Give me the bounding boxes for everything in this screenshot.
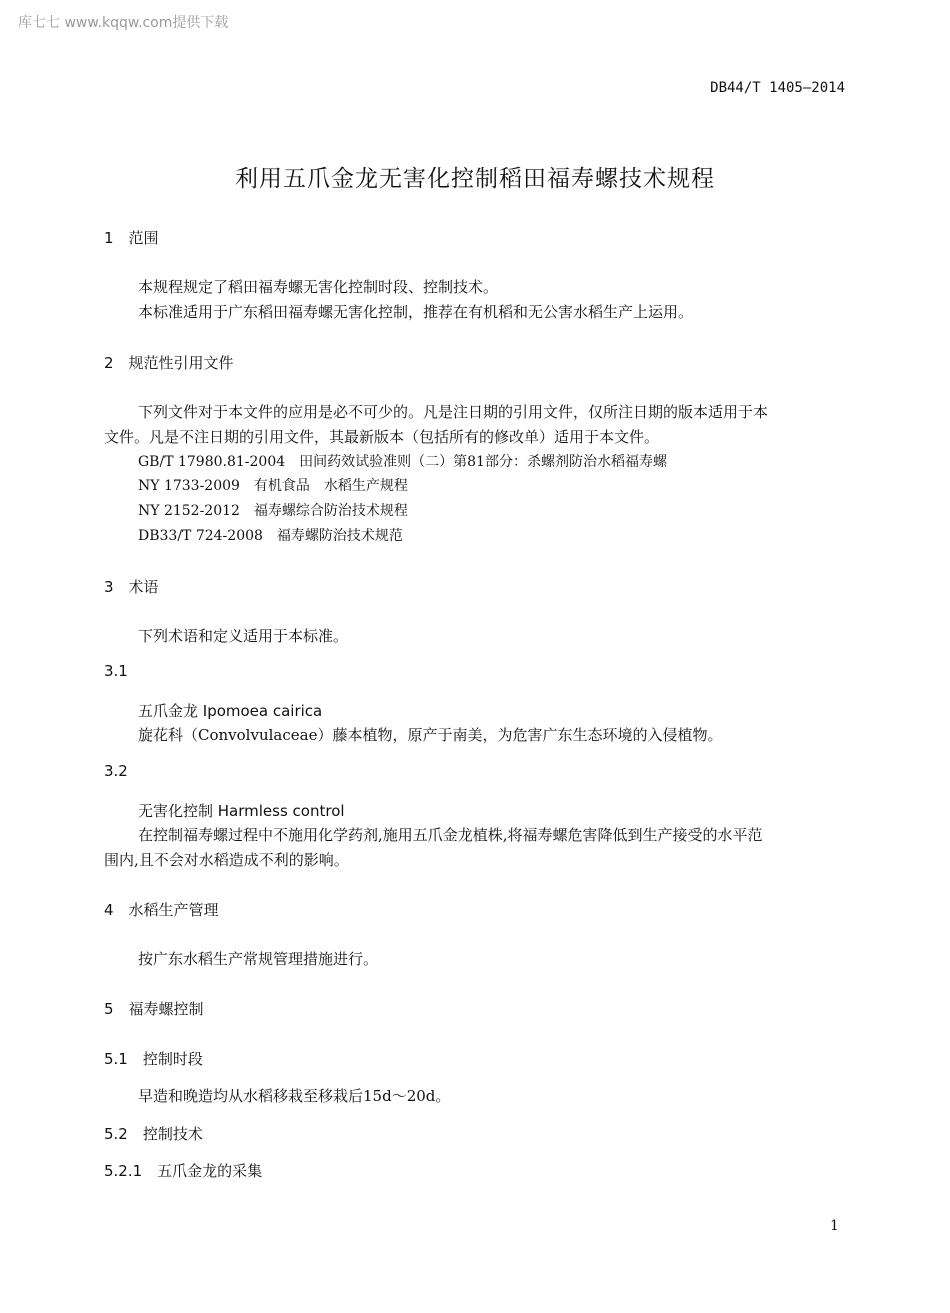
- section-2-heading: 2 规范性引用文件: [104, 354, 234, 372]
- section-5-2-1-heading: 5.2.1 五爪金龙的采集: [104, 1162, 263, 1180]
- term-3-1-number: 3.1: [104, 662, 128, 680]
- page-number: 1: [830, 1218, 839, 1234]
- section-2-paragraph-line-2: 文件。凡是不注日期的引用文件，其最新版本（包括所有的修改单）适用于本文件。: [104, 428, 660, 446]
- section-4-paragraph: 按广东水稻生产常规管理措施进行。: [138, 950, 379, 968]
- section-5-2-heading: 5.2 控制技术: [104, 1125, 203, 1143]
- term-3-2-number: 3.2: [104, 762, 128, 780]
- section-3-intro: 下列术语和定义适用于本标准。: [138, 627, 349, 645]
- normative-reference-4: DB33/T 724-2008 福寿螺防治技术规范: [138, 528, 403, 544]
- term-3-2-name: 无害化控制 Harmless control: [138, 802, 345, 820]
- normative-reference-1: GB/T 17980.81-2004 田间药效试验准则（二）第81部分：杀螺剂防治水稻福寿螺: [138, 454, 667, 470]
- section-1-paragraph-2: 本标准适用于广东稻田福寿螺无害化控制，推荐在有机稻和无公害水稻生产上运用。: [138, 303, 694, 321]
- section-5-1-paragraph: 早造和晚造均从水稻移栽至移栽后15d～20d。: [138, 1087, 451, 1105]
- section-1-heading: 1 范围: [104, 229, 159, 247]
- term-3-1-definition: 旋花科（Convolvulaceae）藤本植物，原产于南美，为危害广东生态环境的入侵植物。: [138, 726, 723, 744]
- document-code: DB44/T 1405—2014: [710, 80, 845, 96]
- watermark-text: 库七七 www.kqqw.com提供下载: [18, 15, 229, 31]
- term-3-2-definition-line-2: 围内,且不会对水稻造成不利的影响。: [104, 851, 349, 869]
- page-title: 利用五爪金龙无害化控制稻田福寿螺技术规程: [235, 166, 715, 192]
- section-5-heading: 5 福寿螺控制: [104, 1000, 204, 1018]
- section-5-1-heading: 5.1 控制时段: [104, 1050, 203, 1068]
- term-3-2-definition-line-1: 在控制福寿螺过程中不施用化学药剂,施用五爪金龙植株,将福寿螺危害降低到生产接受的水平范: [138, 826, 763, 844]
- section-2-paragraph-line-1: 下列文件对于本文件的应用是必不可少的。凡是注日期的引用文件，仅所注日期的版本适用于本: [138, 403, 769, 421]
- section-1-paragraph-1: 本规程规定了稻田福寿螺无害化控制时段、控制技术。: [138, 278, 499, 296]
- normative-reference-3: NY 2152-2012 福寿螺综合防治技术规程: [138, 503, 408, 519]
- term-3-1-name: 五爪金龙 Ipomoea cairica: [138, 702, 323, 720]
- section-4-heading: 4 水稻生产管理: [104, 901, 219, 919]
- section-3-heading: 3 术语: [104, 578, 159, 596]
- normative-reference-2: NY 1733-2009 有机食品 水稻生产规程: [138, 478, 408, 494]
